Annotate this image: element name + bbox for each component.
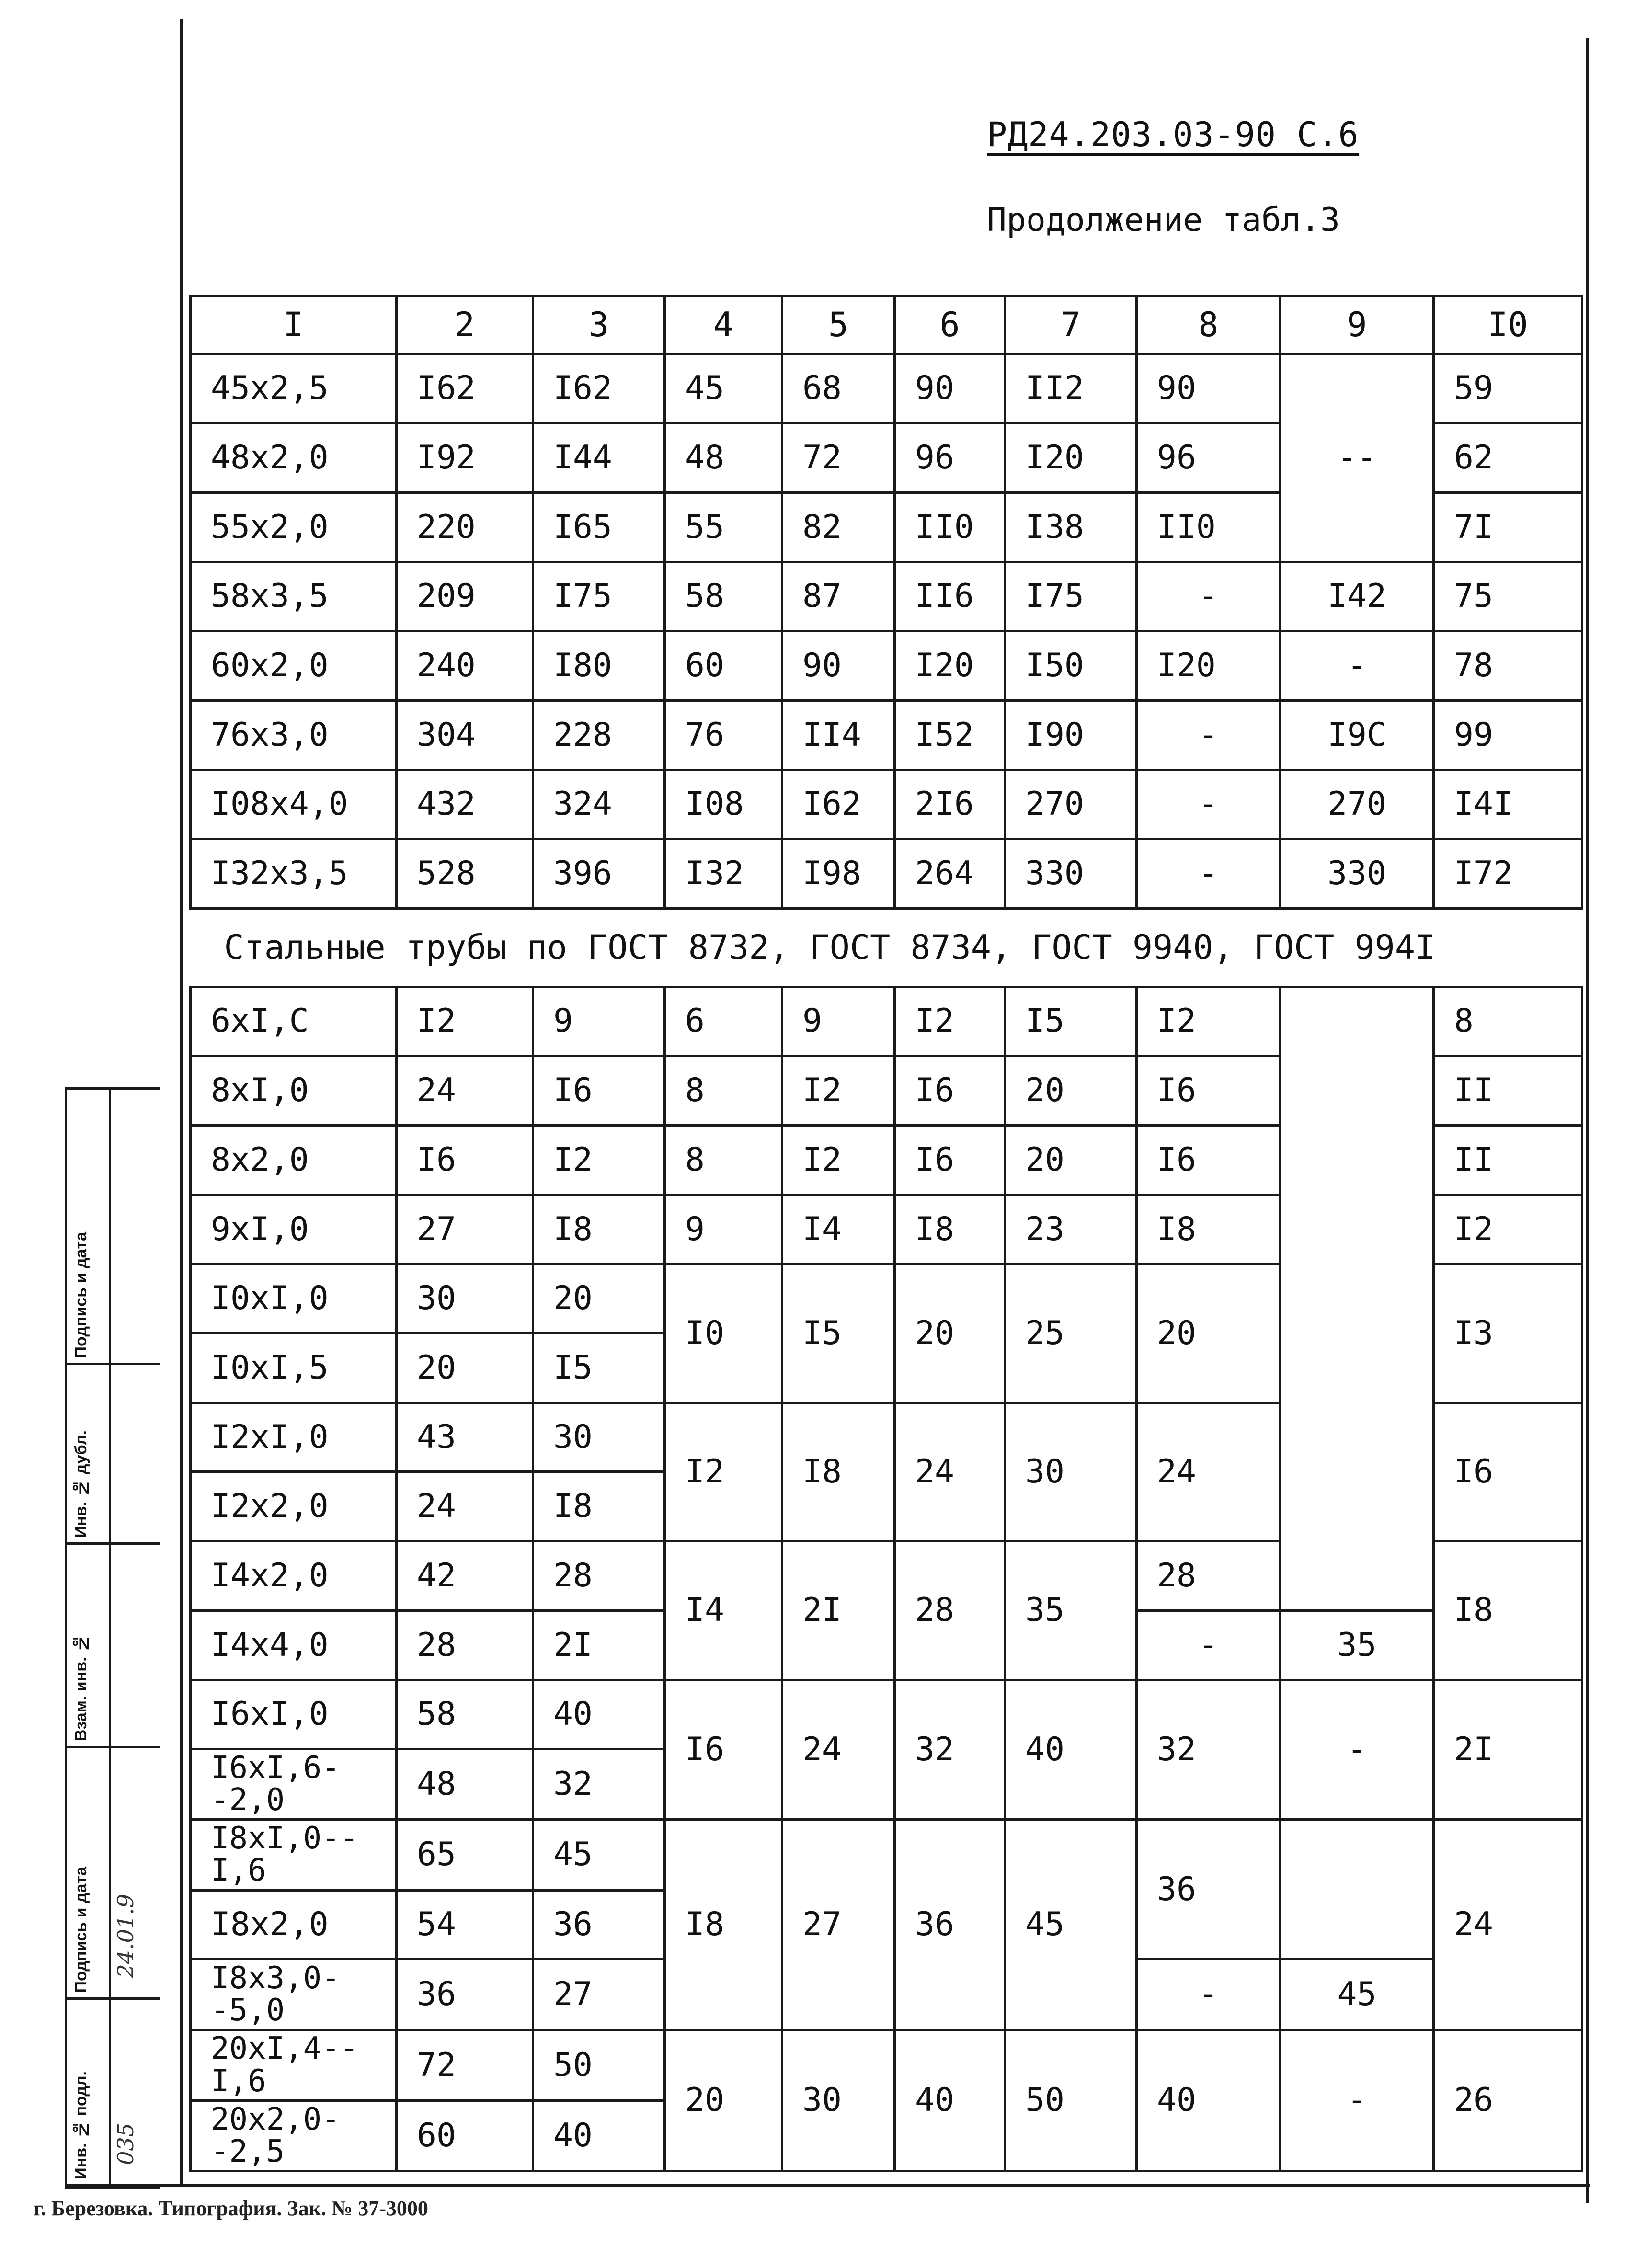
table-cell: 35	[1005, 1541, 1137, 1680]
table-cell: 24	[397, 1056, 533, 1126]
table-cell: I20	[1005, 423, 1137, 493]
table-cell: 24	[1434, 1820, 1582, 2030]
table-cell: 42	[397, 1541, 533, 1611]
table-cell: 78	[1434, 631, 1582, 701]
section-title: Стальные трубы по ГОСТ 8732, ГОСТ 8734, ГОСТ 9940, ГОСТ 994I	[191, 908, 1582, 987]
table-cell: I8	[533, 1195, 665, 1264]
table-cell: I8	[1137, 1195, 1281, 1264]
table-cell: 20xI,4--I,6	[191, 2030, 397, 2100]
table-cell: II0	[895, 492, 1005, 562]
table-cell: I72	[1434, 839, 1582, 909]
table-cell: 9xI,0	[191, 1195, 397, 1264]
table-cell: -	[1137, 770, 1281, 839]
table-cell: 36	[533, 1890, 665, 1960]
table-cell: I98	[782, 839, 895, 909]
table-row	[191, 354, 1582, 423]
table-cell: 24	[1137, 1402, 1281, 1541]
table-cell: 76	[665, 700, 782, 770]
table-cell: 20	[533, 1264, 665, 1333]
table-row	[191, 2030, 1582, 2100]
table-cell: 2I	[1434, 1680, 1582, 1820]
table-cell: 270	[1005, 770, 1137, 839]
right-margin-line	[1586, 38, 1589, 2203]
table-cell: I2	[895, 987, 1005, 1056]
table-cell: 528	[397, 839, 533, 909]
table-cell: I32	[665, 839, 782, 909]
column-header: 9	[1281, 296, 1434, 354]
table-cell: 68	[782, 354, 895, 423]
bottom-frame-line	[67, 2184, 1590, 2187]
stamp-label: Подпись и дата	[72, 1866, 90, 1993]
column-header: 7	[1005, 296, 1137, 354]
table-cell: I65	[533, 492, 665, 562]
table-cell: 40	[1005, 1680, 1137, 1820]
table-cell: -	[1137, 700, 1281, 770]
table-cell: I8	[895, 1195, 1005, 1264]
column-header: 4	[665, 296, 782, 354]
table-cell: I62	[397, 354, 533, 423]
table-cell: 58	[397, 1680, 533, 1749]
table-cell: I6	[665, 1680, 782, 1820]
table-cell: 87	[782, 562, 895, 631]
table-cell: II6	[895, 562, 1005, 631]
table-cell-empty	[1281, 987, 1434, 1610]
table-cell: I6	[895, 1056, 1005, 1126]
table-cell: I8	[665, 1820, 782, 2030]
table-cell: I52	[895, 700, 1005, 770]
table-cell: 60	[397, 2100, 533, 2171]
handwritten-date: 24.01.9	[113, 1894, 138, 1978]
table-cell: I4	[665, 1541, 782, 1680]
table-cell: 96	[1137, 423, 1281, 493]
table-cell: I6	[397, 1126, 533, 1195]
stamp-label: Инв. № дубл.	[72, 1430, 90, 1538]
table-cell: 270	[1281, 770, 1434, 839]
column-header: I0	[1434, 296, 1582, 354]
table-cell: I6	[1137, 1126, 1281, 1195]
table-cell: 209	[397, 562, 533, 631]
table-cell: II	[1434, 1056, 1582, 1126]
table-cell: I6	[533, 1056, 665, 1126]
table-cell: 24	[895, 1402, 1005, 1541]
side-stamp	[65, 1087, 160, 2189]
table-cell: I9C	[1281, 700, 1434, 770]
table-cell: I6xI,0	[191, 1680, 397, 1749]
table-cell: II0	[1137, 492, 1281, 562]
table-cell: 330	[1281, 839, 1434, 909]
table-cell: 48	[665, 423, 782, 493]
table-cell: 220	[397, 492, 533, 562]
table-cell: I2	[782, 1056, 895, 1126]
table-cell: I2	[665, 1402, 782, 1541]
stamp-label: Инв. № подл.	[72, 2071, 90, 2179]
table-cell: 40	[533, 1680, 665, 1749]
table-cell: 72	[397, 2030, 533, 2100]
table-cell: 264	[895, 839, 1005, 909]
table-cell: 90	[1137, 354, 1281, 423]
table-cell: 45x2,5	[191, 354, 397, 423]
table-cell: I08x4,0	[191, 770, 397, 839]
column-header: 2	[397, 296, 533, 354]
table-cell: I4	[782, 1195, 895, 1264]
table-row	[191, 700, 1582, 770]
table-cell: 8xI,0	[191, 1056, 397, 1126]
table-cell: 60	[665, 631, 782, 701]
table-row	[191, 1680, 1582, 1749]
table-cell: 28	[1137, 1541, 1281, 1611]
table-cell: I5	[533, 1333, 665, 1403]
table-cell: 28	[397, 1610, 533, 1680]
table-cell: 9	[782, 987, 895, 1056]
table-row	[191, 1820, 1582, 1890]
table-cell: I80	[533, 631, 665, 701]
table-cell: 40	[1137, 2030, 1281, 2171]
table-cell: I6xI,6--2,0	[191, 1749, 397, 1820]
table-cell: I8xI,0--I,6	[191, 1820, 397, 1890]
table-cell: 24	[397, 1472, 533, 1541]
table-cell: 32	[1137, 1680, 1281, 1820]
table-cell: I0xI,0	[191, 1264, 397, 1333]
table-cell: 28	[533, 1541, 665, 1611]
table-cell: 240	[397, 631, 533, 701]
table-cell: -	[1281, 2030, 1434, 2171]
table-cell: 8	[1434, 987, 1582, 1056]
table-cell: 58	[665, 562, 782, 631]
table-cell: 20	[1005, 1126, 1137, 1195]
table-cell: I6	[1137, 1056, 1281, 1126]
table-cell: 6	[665, 987, 782, 1056]
header-row	[191, 296, 1582, 354]
table-cell: 9	[665, 1195, 782, 1264]
table-cell: 36	[397, 1960, 533, 2030]
table-cell: 27	[397, 1195, 533, 1264]
table-cell: II2	[1005, 354, 1137, 423]
table-cell: II	[1434, 1126, 1582, 1195]
stamp-cell	[67, 1365, 160, 1545]
table-cell: I20	[895, 631, 1005, 701]
table-cell: 330	[1005, 839, 1137, 909]
table-cell: I5	[782, 1264, 895, 1402]
table-cell: I5	[1005, 987, 1137, 1056]
table-cell: 24	[782, 1680, 895, 1820]
table-cell: 60x2,0	[191, 631, 397, 701]
table-cell: 20	[1137, 1264, 1281, 1402]
table-row	[191, 562, 1582, 631]
table-cell: 90	[895, 354, 1005, 423]
table-cell: I44	[533, 423, 665, 493]
table-cell: 75	[1434, 562, 1582, 631]
table-cell: 20x2,0--2,5	[191, 2100, 397, 2171]
table-cell: -	[1137, 839, 1281, 909]
table-cell: I20	[1137, 631, 1281, 701]
table-row	[191, 839, 1582, 909]
table-cell: 6xI,C	[191, 987, 397, 1056]
table-cell: 36	[1137, 1820, 1281, 1960]
table-cell: 76x3,0	[191, 700, 397, 770]
table-cell: I0	[665, 1264, 782, 1402]
column-header: 8	[1137, 296, 1281, 354]
table-cell: -	[1281, 1680, 1434, 1820]
table-cell: 432	[397, 770, 533, 839]
table-cell: I8x2,0	[191, 1890, 397, 1960]
table-cell: 2I	[782, 1541, 895, 1680]
table-cell: 20	[895, 1264, 1005, 1402]
column-header: 6	[895, 296, 1005, 354]
table-cell: 45	[665, 354, 782, 423]
table-row	[191, 987, 1582, 1056]
table-cell: II4	[782, 700, 895, 770]
table-cell: I75	[533, 562, 665, 631]
table-cell: I6	[895, 1126, 1005, 1195]
table-cell: 25	[1005, 1264, 1137, 1402]
table-row	[191, 770, 1582, 839]
handwritten-number: 035	[113, 2123, 138, 2165]
stamp-label: Подпись и дата	[72, 1231, 90, 1358]
table-cell: 26	[1434, 2030, 1582, 2171]
stamp-label: Взам. инв. №	[72, 1634, 90, 1741]
table-cell: 62	[1434, 423, 1582, 493]
stamp-cell	[67, 1748, 160, 2000]
table-cell: 27	[782, 1820, 895, 2030]
table-cell: I62	[782, 770, 895, 839]
table-cell: 54	[397, 1890, 533, 1960]
table-cell: I42	[1281, 562, 1434, 631]
pipe-table	[189, 295, 1583, 2172]
table-cell: I50	[1005, 631, 1137, 701]
table-cell: --	[1281, 354, 1434, 562]
table-cell: 48	[397, 1749, 533, 1820]
table-cell: I62	[533, 354, 665, 423]
table-cell: I4I	[1434, 770, 1582, 839]
table-cell: -	[1137, 562, 1281, 631]
table-cell: 65	[397, 1820, 533, 1890]
table-cell: I8	[533, 1472, 665, 1541]
table-cell: -	[1281, 631, 1434, 701]
table-cell: 40	[895, 2030, 1005, 2171]
table-cell: I38	[1005, 492, 1137, 562]
table-cell: I8	[1434, 1541, 1582, 1680]
table-cell: I6	[1434, 1402, 1582, 1541]
table-cell: 45	[1005, 1820, 1137, 2030]
table-cell: I92	[397, 423, 533, 493]
table-cell: 30	[533, 1402, 665, 1472]
table-cell: 32	[895, 1680, 1005, 1820]
table-cell: 304	[397, 700, 533, 770]
table-cell: I32x3,5	[191, 839, 397, 909]
section-row	[191, 908, 1582, 987]
document-code: РД24.203.03-90 С.6	[987, 115, 1359, 154]
table-cell: 9	[533, 987, 665, 1056]
table-cell: 396	[533, 839, 665, 909]
table-cell: 35	[1281, 1610, 1434, 1680]
table-cell: 55x2,0	[191, 492, 397, 562]
table-cell: 2I	[533, 1610, 665, 1680]
table-cell: I4x2,0	[191, 1541, 397, 1611]
table-caption: Продолжение табл.3	[987, 201, 1340, 239]
column-header: 3	[533, 296, 665, 354]
table-cell: 36	[895, 1820, 1005, 2030]
table-cell: I8x3,0--5,0	[191, 1960, 397, 2030]
table-cell: 324	[533, 770, 665, 839]
table-cell: I2x2,0	[191, 1472, 397, 1541]
table-cell-empty	[1281, 1820, 1434, 1960]
table-cell: 27	[533, 1960, 665, 2030]
table-cell: I2	[533, 1126, 665, 1195]
table-cell: 50	[533, 2030, 665, 2100]
table-cell: I2	[1137, 987, 1281, 1056]
table-cell: 48x2,0	[191, 423, 397, 493]
column-header: I	[191, 296, 397, 354]
table-cell: 32	[533, 1749, 665, 1820]
stamp-cell	[67, 2000, 160, 2184]
table-cell: 228	[533, 700, 665, 770]
table-cell: 55	[665, 492, 782, 562]
table-cell: 8x2,0	[191, 1126, 397, 1195]
table-row	[191, 631, 1582, 701]
table-cell: 28	[895, 1541, 1005, 1680]
table-cell: I0xI,5	[191, 1333, 397, 1403]
table-cell: 59	[1434, 354, 1582, 423]
table-cell: 50	[1005, 2030, 1137, 2171]
table-cell: 58x3,5	[191, 562, 397, 631]
stamp-cell	[67, 1545, 160, 1748]
table-cell: 40	[533, 2100, 665, 2171]
table-cell: I4x4,0	[191, 1610, 397, 1680]
table-cell: -	[1137, 1610, 1281, 1680]
table-cell: 45	[1281, 1960, 1434, 2030]
table-cell: 20	[665, 2030, 782, 2171]
table-cell: 82	[782, 492, 895, 562]
column-header: 5	[782, 296, 895, 354]
table-cell: 96	[895, 423, 1005, 493]
table-cell: 8	[665, 1126, 782, 1195]
table-cell: I90	[1005, 700, 1137, 770]
footer-print-info: г. Березовка. Типография. Зак. № 37-3000	[34, 2197, 428, 2220]
table-cell: 20	[1005, 1056, 1137, 1126]
table-cell: 43	[397, 1402, 533, 1472]
table-cell: 90	[782, 631, 895, 701]
left-margin-line	[180, 19, 183, 2184]
stamp-cell	[67, 1090, 160, 1365]
table-cell: 30	[782, 2030, 895, 2171]
table-cell: I3	[1434, 1264, 1582, 1402]
table-cell: I08	[665, 770, 782, 839]
table-cell: 72	[782, 423, 895, 493]
table-cell: 45	[533, 1820, 665, 1890]
table-cell: 7I	[1434, 492, 1582, 562]
table-cell: I75	[1005, 562, 1137, 631]
table-cell: I2	[397, 987, 533, 1056]
table-cell: 23	[1005, 1195, 1137, 1264]
table-cell: 8	[665, 1056, 782, 1126]
table-cell: I2	[782, 1126, 895, 1195]
table-cell: I2	[1434, 1195, 1582, 1264]
table-cell: 2I6	[895, 770, 1005, 839]
table-cell: 30	[397, 1264, 533, 1333]
table-cell: I2xI,0	[191, 1402, 397, 1472]
table-cell: I8	[782, 1402, 895, 1541]
table-cell: 20	[397, 1333, 533, 1403]
table-cell: 99	[1434, 700, 1582, 770]
table-cell: 30	[1005, 1402, 1137, 1541]
table-cell: -	[1137, 1960, 1281, 2030]
